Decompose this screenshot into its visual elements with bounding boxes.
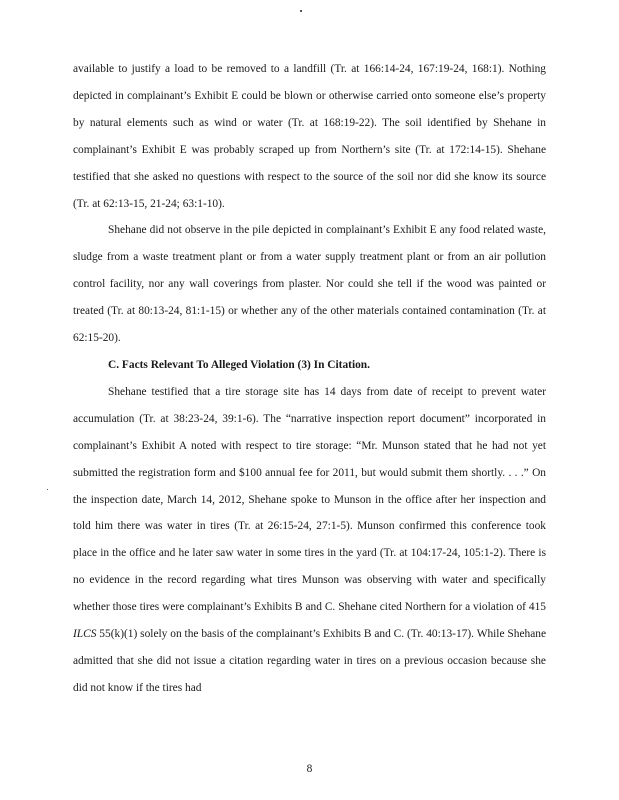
- paragraph-3: [73, 379, 546, 702]
- citation-ilcs: ILCS: [73, 628, 97, 641]
- body-text: [73, 56, 546, 702]
- paragraph-2: Shehane did not observe in the pile depicted in complainant’s Exhibit E any food related waste, sludge from a waste treatment plant or from a water supply treatment plant or from an air pollution control facility, nor any wall coverings from plaster. Nor could she tell if the wood was painted or treated (Tr. at 80:13-24, 81:1-15) or whether any of the other materials contained contamination (Tr. at 62:15-20).: [73, 224, 546, 345]
- paragraph-1: available to justify a load to be removed to a landfill (Tr. at 166:14-24, 167:19-24, 168:1). Nothing depicted in complainant’s Exhibit E could be blown or otherwise carried onto someone else’s property by natural elements such as wind or water (Tr. at 168:19-22). The soil identified by Shehane in complainant’s Exhibit E was probably scraped up from Northern’s site (Tr. at 172:14-15). Shehane testified that she asked no questions with respect to the source of the soil nor did she know its source (Tr. at 62:13-15, 21-24; 63:1-10).: [73, 63, 546, 210]
- scan-speck-top: [300, 10, 302, 12]
- paragraph-3-part-2: 55(k)(1) solely on the basis of the complainant’s Exhibits B and C. (Tr. 40:13-17). While Shehane admitted that she did not issue a citation regarding water in tires on a previous occasion because she did not know if the tires had: [73, 628, 546, 694]
- scan-speck-left: [47, 489, 48, 490]
- paragraph-3-part-1: Shehane testified that a tire storage site has 14 days from date of receipt to prevent water accumulation (Tr. at 38:23-24, 39:1-6). The “narrative inspection report document” incorporated in complainant’s Exhibit A noted with respect to tire storage: “Mr. Munson stated that he had not yet submitted the registration form and $100 annual fee for 2011, but would submit them shortly. . . .” On the inspection date, March 14, 2012, Shehane spoke to Munson in the office after her inspection and told him there was water in tires (Tr. at 26:15-24, 27:1-5). Munson confirmed this conference took place in the office and he later saw water in some tires in the yard (Tr. at 104:17-24, 105:1-2). There is no evidence in the record regarding what tires Munson was observing with water and specifically whether those tires were complainant’s Exhibits B and C. Shehane cited Northern for a violation of 415: [73, 385, 546, 614]
- section-heading-c: C. Facts Relevant To Alleged Violation (3) In Citation.: [108, 358, 370, 371]
- page-number: 8: [306, 763, 313, 775]
